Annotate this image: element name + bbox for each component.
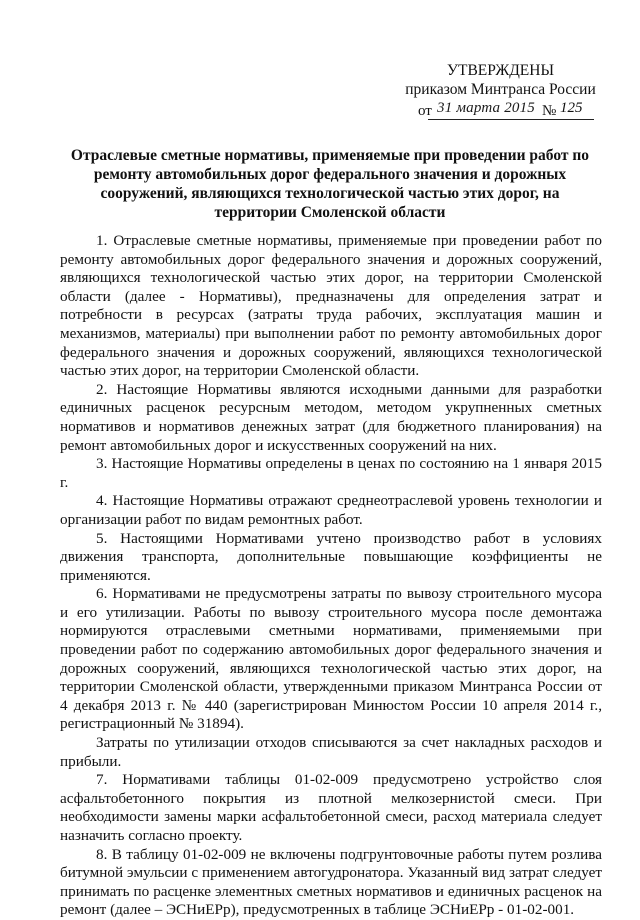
- paragraph-6: 6. Нормативами не предусмотрены затраты по вывозу строительного мусора и его утилизации. Работы по вывозу строительного мусора после демонтажа нормируются отраслевыми сметными нормативами, применяемыми при проведении работ по содержанию автомобильных дорог федерального значения и дорожных сооружений, являющихся технологической частью этих дорог, на территории Смоленской области, утвержденными приказом Минтранса России от 4 декабря 2013 г. № 440 (зарегистрирован Минюстом России 10 апреля 2014 г., регистрационный № 31894).: [60, 585, 602, 733]
- date-prefix: от: [418, 103, 432, 119]
- paragraph-3: 3. Настоящие Нормативы определены в ценах по состоянию на 1 января 2015 г.: [60, 455, 602, 491]
- paragraph-6-note: Затраты по утилизации отходов списываются за счет накладных расходов и прибыли.: [60, 734, 602, 770]
- paragraph-8: 8. В таблицу 01-02-009 не включены подгрунтовочные работы путем розлива битумной эмульсии с применением автогудронатора. Указанный вид затрат следует принимать по расценке элементных сметных нормативов и единичных расценок на ремонт (далее – ЭСНиЕРр), предусмотренных в таблице ЭСНиЕРр - 01-02-001.: [60, 845, 602, 919]
- paragraph-4: 4. Настоящие Нормативы отражают среднеотраслевой уровень технологии и организации работ по видам ремонтных работ.: [60, 492, 602, 528]
- signature-underline: [428, 119, 594, 120]
- paragraph-7: 7. Нормативами таблицы 01-02-009 предусмотрено устройство слоя асфальтобетонного покрытия из плотной мелкозернистой смеси. При необходимости замены марки асфальтобетонной смеси, расход материала следует назначить согласно проекту.: [60, 771, 602, 844]
- number-prefix: №: [542, 103, 557, 119]
- order-date-number-line: [418, 102, 594, 120]
- approval-heading: УТВЕРЖДЕНЫ: [447, 62, 554, 79]
- paragraph-5: 5. Настоящими Нормативами учтено производство работ в условиях движения транспорта, дополнительные повышающие коэффициенты не применяются.: [60, 529, 602, 584]
- document-title: Отраслевые сметные нормативы, применяемые при проведении работ по ремонту автомобильных дорог федерального значения и дорожных сооружений, являющихся технологической частью этих дорог, на территории Смоленской области: [70, 147, 590, 221]
- handwritten-number: 125: [560, 100, 583, 116]
- approval-block: [398, 62, 603, 99]
- approval-order-line: приказом Минтранса России: [405, 81, 596, 98]
- paragraph-1: 1. Отраслевые сметные нормативы, применяемые при проведении работ по ремонту автомобильных дорог федерального значения и дорожных сооружений, являющихся технологической частью этих дорог, на территории Смоленской области (далее - Нормативы), предназначены для определения затрат и потребности в ресурсах (затраты труда рабочих, эксплуатация машин и механизмов, материалы) при выполнении работ по ремонту автомобильных дорог федерального значения и дорожных сооружений, являющихся технологической частью этих дорог, на территории Смоленской области.: [60, 232, 602, 380]
- paragraph-2: 2. Настоящие Нормативы являются исходными данными для разработки единичных расценок ресурсным методом, методом укрупненных сметных нормативов и нормативов денежных затрат (для бюджетного планирования) на ремонт автомобильных дорог и искусственных сооружений на них.: [60, 380, 602, 454]
- handwritten-date: 31 марта 2015: [437, 100, 535, 116]
- document-body: [60, 232, 602, 920]
